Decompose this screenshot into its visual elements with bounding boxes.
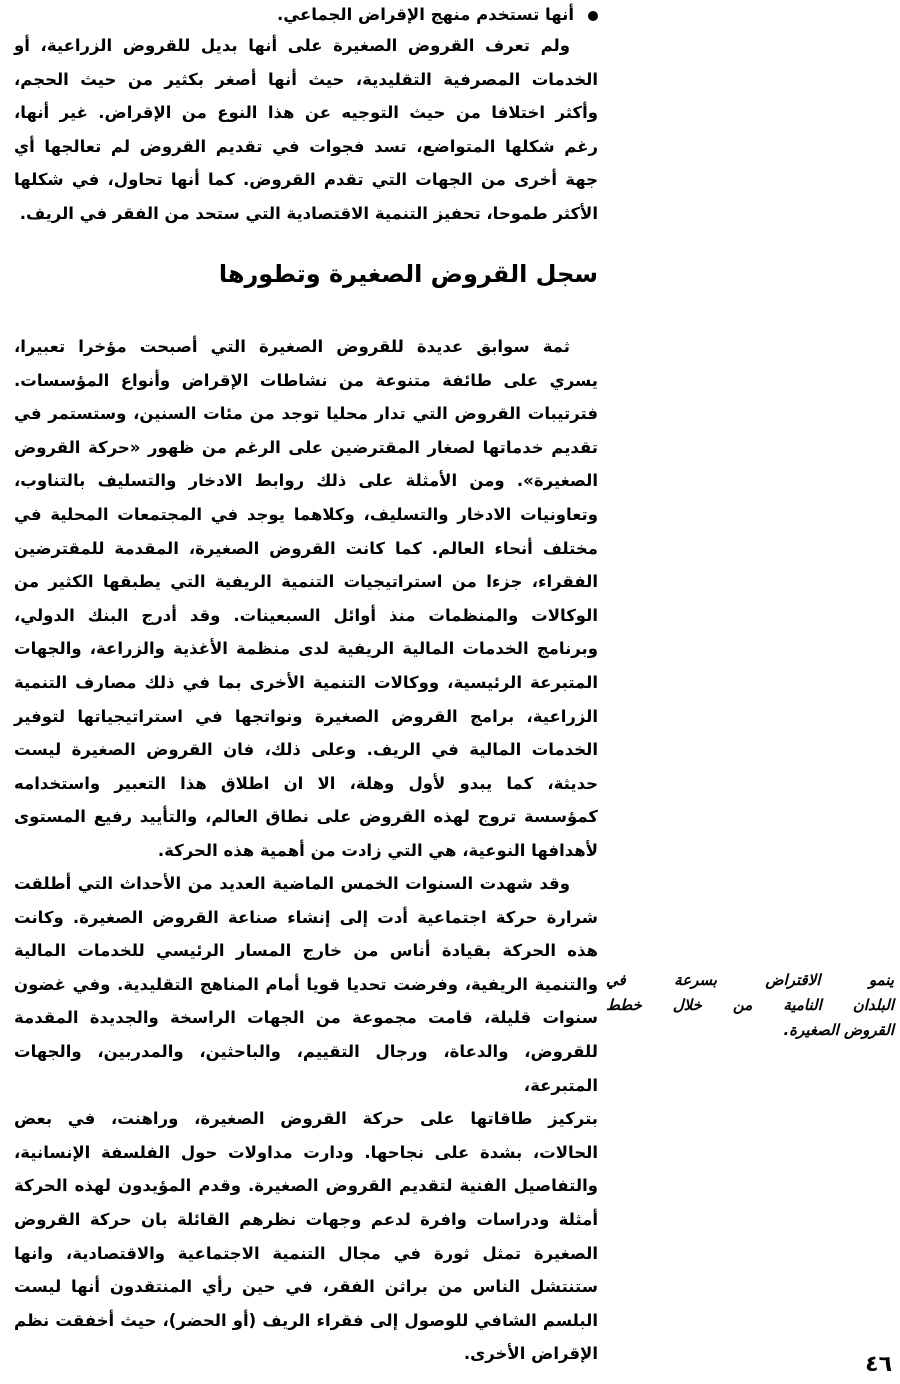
text-line: لأهدافها النوعية، هي التي زادت من أهمية هذه الحركة. (157, 840, 598, 860)
text-line: وقد شهدت السنوات الخمس الماضية العديد من الأحداث التي أطلقت (14, 874, 570, 893)
text-line: القروض الصغيرة. (783, 1021, 894, 1039)
text-line: جهة أخرى من الجهات التي تقدم القروض. كما أنها تحاول، في شكلها (14, 170, 598, 190)
paragraph-3 (14, 867, 598, 1371)
text-line: الخدمات المصرفية التقليدية، حيث أنها أصغر بكثير من حيث الحجم، (14, 69, 598, 89)
text-line: الفقراء، جزءا من استراتيجيات التنمية الريفية التي يطبقها الكثير من (14, 572, 598, 592)
text-line: المتبرعة الرئيسية، ووكالات التنمية الأخرى بما في ذلك مصارف التنمية (14, 672, 598, 692)
section-heading: سجل القروض الصغيرة وتطورها (218, 260, 598, 288)
text-line: الزراعية، برامج القروض الصغيرة ونواتجها في استراتيجياتها لتوفير (14, 706, 598, 726)
text-line: الأكثر طموحا، تحفيز التنمية الاقتصادية التي ستحد من الفقر في الريف. (19, 203, 598, 223)
page-number: ٤٦ (865, 1352, 892, 1377)
text-line: وتعاونيات الادخار والتسليف، وكلاهما يوجد في المجتمعات المحلية في (14, 504, 598, 524)
text-line: وأكثر اختلافا من حيث التوجيه عن هذا النوع من الإقراض. غير أنها، (14, 103, 598, 123)
bullet-text: أنها تستخدم منهج الإقراض الجماعي. (277, 5, 574, 24)
text-line: ولم تعرف القروض الصغيرة على أنها بديل للقروض الزراعية، أو (14, 36, 570, 55)
bullet-icon (588, 11, 598, 21)
text-line: كمؤسسة تروج لهذه القروض على نطاق العالم، والتأييد رفيع المستوى (14, 807, 598, 827)
text-line: وبرنامج الخدمات المالية الريفية لدى منظمة الأغذية والزراعة، والجهات (14, 639, 598, 659)
text-line: الصغيرة تمثل ثورة في مجال التنمية الاجتماعية والاقتصادية، وانها (14, 1243, 598, 1263)
text-line: البلدان النامية من خلال خطط (606, 996, 894, 1014)
text-line: الخدمات المالية في الريف. وعلى ذلك، فان القروض الصغيرة ليست (14, 740, 598, 760)
text-line: البلسم الشافي للوصول إلى فقراء الريف (أو الحضر)، حيث أخفقت نظم (14, 1310, 598, 1330)
text-line: والتفاصيل الفنية لتقديم القروض الصغيرة. وقدم المؤيدون لهذه الحركة (14, 1176, 598, 1196)
text-line: للقروض، والدعاة، ورجال التقييم، والباحثين، والمدربين، والجهات المتبرعة، (14, 1041, 598, 1095)
text-line: هذه الحركة بقيادة أناس من خارج المسار الرئيسي للخدمات المالية (14, 941, 598, 961)
text-line: يسري على طائفة متنوعة من نشاطات الإقراض وأنواع المؤسسات. (14, 370, 598, 390)
text-line: تقديم خدماتها لصغار المقترضين على الرغم من ظهور «حركة القروض (14, 437, 598, 457)
bullet-item (190, 0, 598, 30)
text-line: ستنتشل الناس من براثن الفقر، في حين رأي المنتقدون أنها ليست (14, 1277, 598, 1297)
text-line: الحالات، بشدة على نجاحها. ودارت مداولات حول الفلسفة الإنسانية، (14, 1142, 598, 1162)
text-line: والتنمية الريفية، وفرضت تحديا قويا أمام المناهج التقليدية. وفي غضون (14, 974, 598, 994)
text-line: بتركيز طاقاتها على حركة القروض الصغيرة، وراهنت، في بعض (14, 1109, 598, 1129)
text-line: ينمو الاقتراض بسرعة في (606, 971, 894, 989)
text-line: سنوات قليلة، قامت مجموعة من الجهات الراسخة والجديدة المقدمة (14, 1008, 598, 1028)
text-line: مختلف أنحاء العالم. كما كانت القروض الصغيرة، المقدمة للمقترضين (14, 538, 598, 558)
paragraph-1 (14, 29, 598, 231)
text-line: الإقراض الأخرى. (463, 1344, 598, 1364)
text-line: الوكالات والمنظمات منذ أوائل السبعينات. وقد أدرج البنك الدولي، (14, 605, 598, 625)
text-line: أمثلة ودراسات وافرة لدعم وجهات نظرهم القائلة بان حركة القروض (14, 1209, 598, 1229)
text-line: الصغيرة». ومن الأمثلة على ذلك روابط الادخار والتسليف بالتناوب، (14, 471, 598, 491)
text-line: فترتيبات القروض التي تدار محليا توجد من مئات السنين، وستستمر في (14, 404, 598, 424)
sidebar-pull-quote (606, 968, 894, 1043)
text-line: ثمة سوابق عديدة للقروض الصغيرة التي أصبحت مؤخرا تعبيرا، (14, 337, 570, 356)
paragraph-2 (14, 330, 598, 868)
text-line: رغم شكلها المتواضع، تسد فجوات في تقديم القروض لم تعالجها أي (14, 136, 598, 156)
text-line: حديثة، كما يبدو لأول وهلة، الا ان اطلاق هذا التعبير واستخدامه (14, 773, 598, 793)
text-line: شرارة حركة اجتماعية أدت إلى إنشاء صناعة القروض الصغيرة. وكانت (14, 907, 598, 927)
